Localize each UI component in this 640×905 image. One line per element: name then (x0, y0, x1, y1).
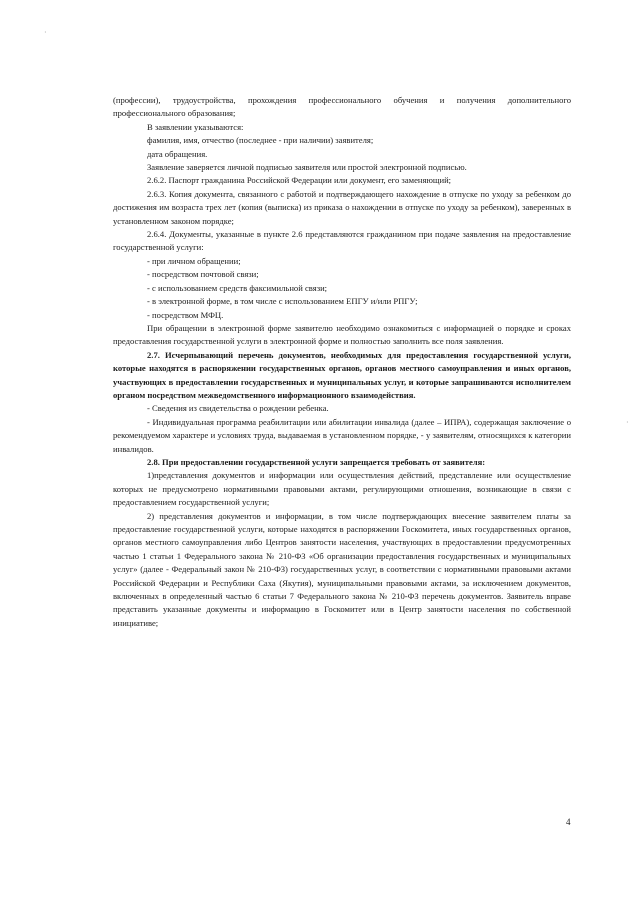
paragraph-continuation: (профессии), трудоустройства, прохождения профессионального обучения и получения дополнительного профессионального образования; (113, 95, 571, 119)
document-body (113, 94, 571, 630)
list-item-electronic: - в электронной форме, в том числе с использованием ЕПГУ и/или РПГУ; (147, 296, 418, 307)
list-item-mfc: - посредством МФЦ. (147, 309, 224, 320)
paragraph-2-6-2: 2.6.2. Паспорт гражданина Российской Федерации или документ, его заменяющий; (147, 175, 452, 186)
paragraph-2-8-item-1: 1)представления документов и информации или осуществления действий, представление или осуществление которых не предусмотрено нормативными правовыми актами, регулирующими отношения, возникающие в связи с предоставлением государственной услуги; (113, 470, 571, 508)
paragraph-application-fio: фамилия, имя, отчество (последнее - при наличии) заявителя; (147, 135, 374, 146)
list-item-fax: - с использованием средств факсимильной связи; (147, 282, 328, 293)
paragraph-2-6-4: 2.6.4. Документы, указанные в пункте 2.6 представляются гражданином при подаче заявления на предоставление государственной услуги: (113, 229, 571, 253)
scan-mark: · (44, 28, 47, 37)
section-heading-2-7: 2.7. Исчерпывающий перечень документов, необходимых для предоставления государственной услуги, которые находятся в распоряжении государственных органов, органов местного самоуправления и иных органов, участвующих в предоставлении государственных и муниципальных услуг, и которые запрашиваются исполнителем органом посредством межведомственного информационного взаимодействия. (113, 349, 571, 400)
list-item-post: - посредством почтовой связи; (147, 269, 259, 280)
paragraph-2-6-3: 2.6.3. Копия документа, связанного с работой и подтверждающего нахождение в отпуске по уходу за ребенком до достижения им возраста трех лет (копия (выписка) из приказа о нахождении в отпуске по уходу за ребенком), заверенных в установленном законом порядке; (113, 188, 571, 226)
paragraph-application-contents-heading: В заявлении указываются: (147, 121, 244, 132)
paragraph-application-signature: Заявление заверяется личной подписью заявителя или простой электронной подписью. (147, 162, 467, 173)
page-number: 4 (566, 817, 571, 827)
paragraph-2-8-item-2: 2) представления документов и информации, в том числе подтверждающих внесение заявителем платы за предоставление государственной услуги, которые находятся в распоряжении Госкомитета, иных государственных органов, органов местного самоуправления либо Центров занятости населения, участвующих в предоставлении предусмотренных частью 1 статьи 1 Федерального закона № 210-ФЗ «Об организации предоставления государственных и муниципальных услуг» (далее - Федеральный закон № 210-ФЗ) государственных услуг, в соответствии с нормативными правовыми актами Российской Федерации и Республики Саха (Якутия), муниципальными правовыми актами, за исключением документов, включенных в определенный частью 6 статьи 7 Федерального закона № 210-ФЗ перечень документов. Заявитель вправе представить указанные документы и информацию в Госкомитет или в Центр занятости населения по собственной инициативе; (113, 510, 571, 628)
list-item-birth-certificate: - Сведения из свидетельства о рождении ребенка. (147, 403, 329, 414)
scan-mark: · (626, 418, 629, 427)
list-item-personal: - при личном обращении; (147, 255, 241, 266)
section-heading-2-8: 2.8. При предоставлении государственной услуги запрещается требовать от заявителя: (147, 456, 486, 467)
paragraph-electronic-form: При обращении в электронной форме заявителю необходимо ознакомиться с информацией о порядке и сроках предоставления государственной услуги в электронной форме и полностью заполнить все поля заявления. (113, 322, 571, 347)
list-item-ipra: - Индивидуальная программа реабилитации или абилитации инвалида (далее – ИПРА), содержащая заключение о рекомендуемом характере и условиях труда, выдаваемая в установленном порядке, - у заявителям, относящихся к категории инвалидов. (113, 416, 571, 454)
paragraph-application-date: дата обращения. (147, 148, 208, 159)
